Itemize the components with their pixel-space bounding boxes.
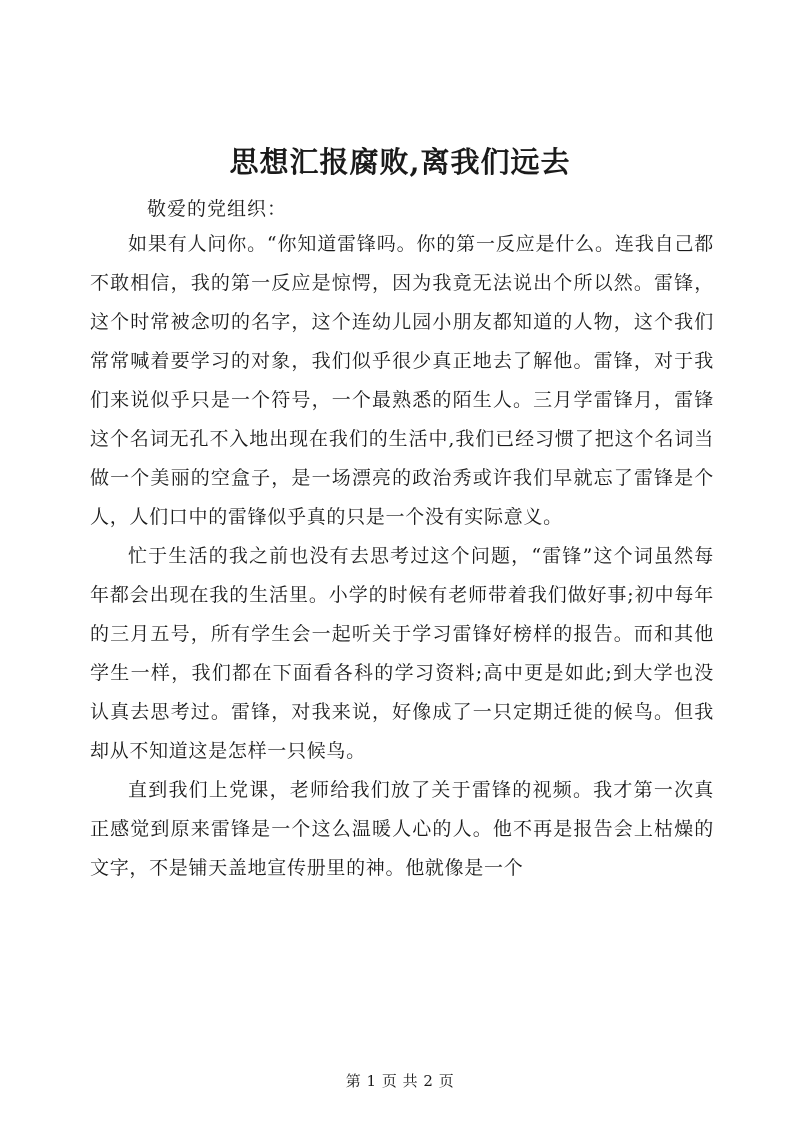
salutation: 敬爱的党组织： xyxy=(147,198,288,220)
document-title: 思想汇报腐败,离我们远去 xyxy=(229,145,571,179)
paragraph-1: 如果有人问你。“你知道雷锋吗。你的第一反应是什么。连我自己都不敢相信，我的第一反应是惊愕，因为我竟无法说出个所以然。雷锋，这个时常被念叨的名字，这个连幼儿园小朋友都知道的人物，这个我们常常喊着要学习的对象，我们似乎很少真正地去了解他。雷锋，对于我们来说似乎只是一个符号，一个最熟悉的陌生人。三月学雷锋月，雷锋这个名词无孔不入地出现在我们的生活中,我们已经习惯了把这个名词当做一个美丽的空盒子，是一场漂亮的政治秀或许我们早就忘了雷锋是个人，人们口中的雷锋似乎真的只是一个没有实际意义。 xyxy=(90,233,714,528)
page-footer: 第 1 页 共 2 页 xyxy=(345,1072,455,1090)
paragraph-3: 直到我们上党课，老师给我们放了关于雷锋的视频。我才第一次真正感觉到原来雷锋是一个这么温暖人心的人。他不再是报告会上枯燥的文字，不是铺天盖地宣传册里的神。他就像是一个 xyxy=(90,779,714,879)
paragraph-2: 忙于生活的我之前也没有去思考过这个问题，“雷锋”这个词虽然每年都会出现在我的生活里。小学的时候有老师带着我们做好事;初中每年的三月五号，所有学生会一起听关于学习雷锋好榜样的报告。而和其他学生一样，我们都在下面看各科的学习资料;高中更是如此;到大学也没认真去思考过。雷锋，对我来说，好像成了一只定期迁徙的候鸟。但我却从不知道这是怎样一只候鸟。 xyxy=(90,545,714,762)
document-body xyxy=(90,225,714,888)
